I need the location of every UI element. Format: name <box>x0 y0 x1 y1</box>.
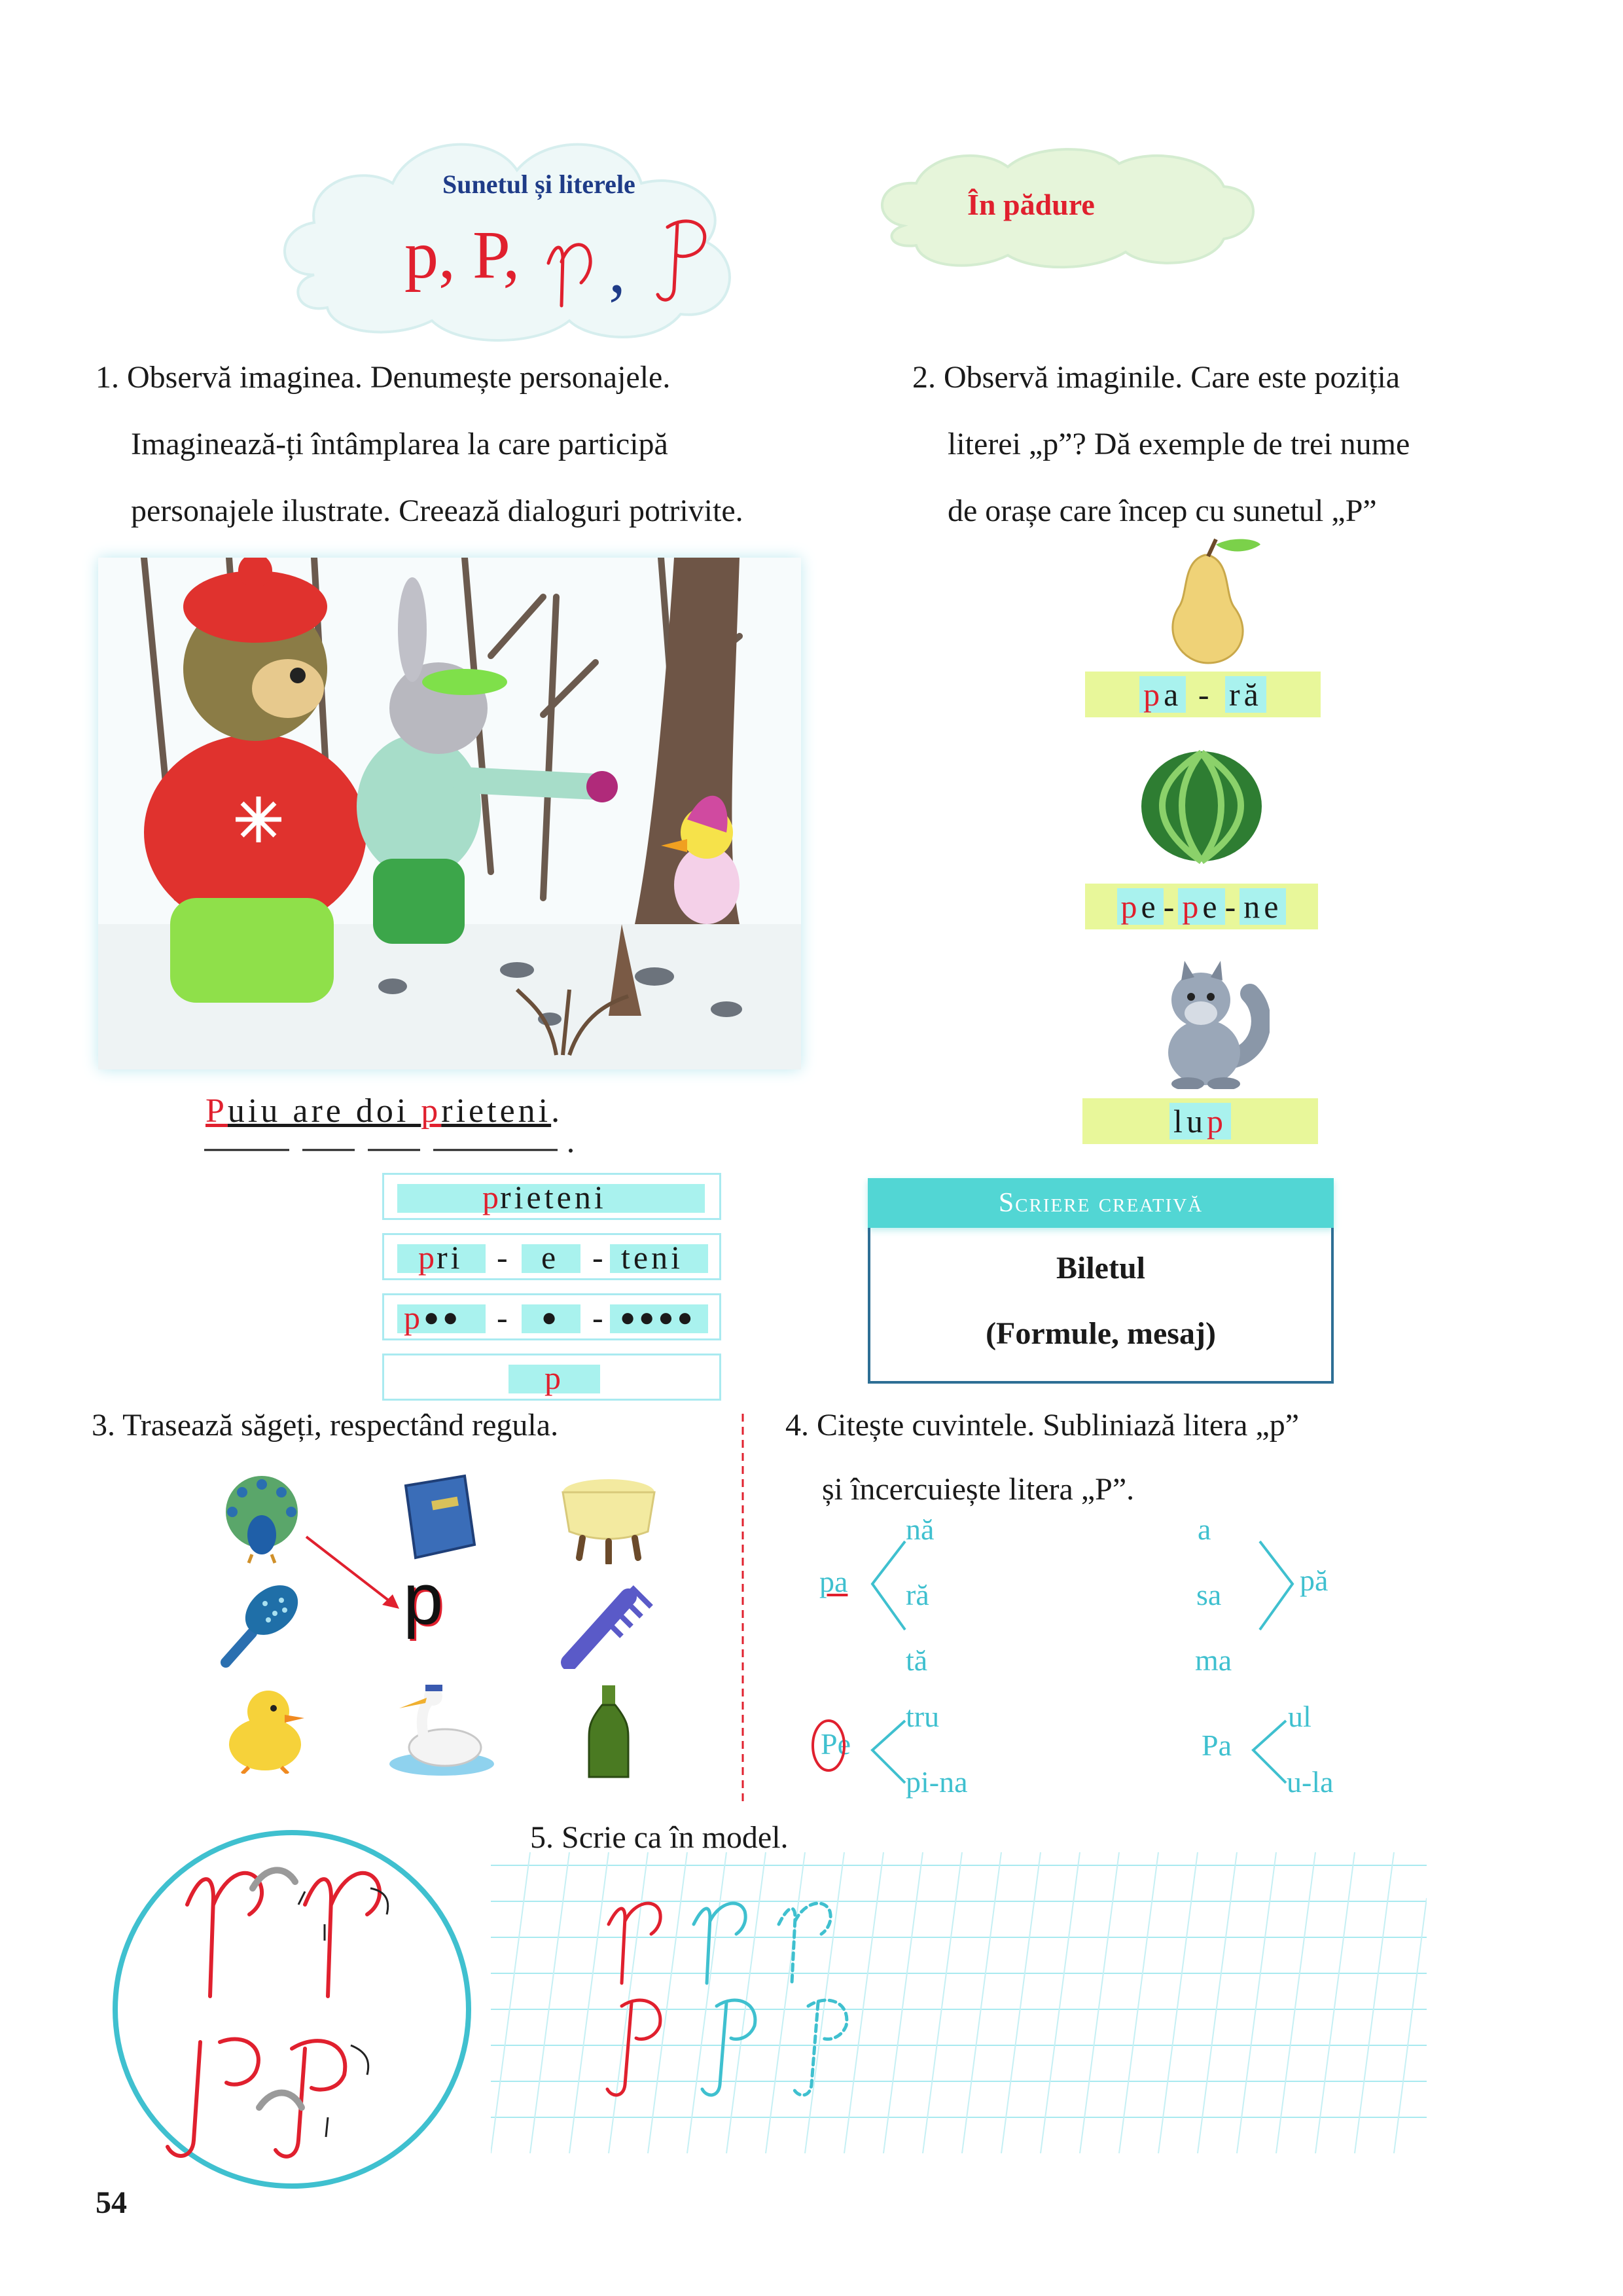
exercise-1-line-2: Imaginează-ți întâmplarea la care participă <box>131 427 668 461</box>
g1-bracket <box>869 1538 908 1636</box>
lup-lu: lu <box>1173 1103 1207 1139</box>
g2-end-1: tru <box>906 1700 940 1733</box>
para-p: p <box>1143 676 1164 713</box>
cursive-p-lower-icon <box>542 230 607 309</box>
g3-end: pă <box>1300 1564 1329 1597</box>
exercise-2-line-2: literei „p”? Dă exemple de trei nume <box>948 427 1410 461</box>
syl-dash-2: - <box>592 1239 607 1276</box>
para-ra: ră <box>1225 676 1266 713</box>
header-letters-comma: , <box>609 232 626 307</box>
para-dash: - <box>1198 676 1213 713</box>
duckling-icon <box>216 1682 314 1774</box>
syl-dash-1: - <box>497 1239 511 1276</box>
watermelon-icon <box>1136 746 1267 864</box>
exercise-4-line-2: și încercuiește litera „P”. <box>822 1472 1135 1507</box>
g2-bracket <box>869 1717 908 1789</box>
exercise-5-title: 5. Scrie ca în model. <box>530 1820 789 1855</box>
exercise-1-line-3: personajele ilustrate. Creează dialoguri potrivite. <box>131 493 743 528</box>
sentence-first-letter: P <box>205 1092 228 1130</box>
word-row-dots <box>382 1293 721 1340</box>
forest-illustration <box>98 558 801 1069</box>
exercise-1-line-1: 1. Observă imaginea. Denumește personajele. <box>96 360 671 395</box>
letter-p: p <box>482 1179 502 1215</box>
g3-start-2: sa <box>1196 1578 1222 1611</box>
pelican-icon <box>386 1682 497 1780</box>
dot-dash-1: - <box>497 1299 511 1336</box>
letter-p-final: p <box>544 1359 564 1396</box>
exercise-2-line-1: 2. Observă imaginile. Care este poziția <box>912 360 1400 395</box>
dot-group-1: ●● <box>423 1302 462 1332</box>
g3-start-3: ma <box>1195 1643 1232 1677</box>
handwriting-model-circle <box>109 1826 475 2193</box>
pepene-dash-2: - <box>1224 888 1240 925</box>
exercise-3-title: 3. Trasează săgeți, respectând regula. <box>92 1408 559 1443</box>
g3-start-1: a <box>1198 1513 1211 1546</box>
pepene-e2: e <box>1202 888 1221 925</box>
g2-circle <box>809 1716 848 1775</box>
sentence-end: rieteni <box>441 1092 552 1130</box>
g1-end-2: ră <box>906 1578 929 1611</box>
comb-icon <box>556 1577 661 1669</box>
header-topic: În pădure <box>967 188 1095 221</box>
dashed-separator <box>741 1414 745 1806</box>
dot-group-3: ●●●● <box>620 1302 696 1332</box>
word-pepene <box>1085 884 1318 929</box>
lup-p: p <box>1206 1103 1227 1139</box>
creative-writing-box <box>868 1178 1334 1384</box>
wolf-icon <box>1139 961 1270 1089</box>
g1-end-3: tă <box>906 1643 928 1677</box>
dot-dash-2: - <box>592 1299 607 1336</box>
dot-group-2: ● <box>541 1302 561 1332</box>
peacock-icon <box>216 1473 308 1564</box>
word-para <box>1085 672 1321 717</box>
word-row-prieteni <box>382 1173 721 1220</box>
syl-teni: teni <box>621 1239 683 1276</box>
sentence-dot: . <box>551 1092 563 1130</box>
pepene-p2: p <box>1182 888 1203 925</box>
sentence-p-letter: p <box>421 1092 442 1130</box>
syl-p: p <box>418 1239 438 1276</box>
syl-e: e <box>541 1239 560 1276</box>
word-rest: rieteni <box>500 1179 607 1215</box>
center-letter-p: p <box>403 1559 444 1640</box>
handwriting-grid <box>491 1852 1427 2153</box>
pepene-e1: e <box>1141 888 1160 925</box>
para-a: a <box>1164 676 1183 713</box>
arrow-peacock-to-p <box>301 1532 406 1617</box>
creative-writing-header-label: Scriere creativă <box>998 1188 1204 1218</box>
g3-bracket <box>1257 1538 1296 1636</box>
creative-writing-subtitle: (Formule, mesaj) <box>986 1316 1216 1351</box>
g2-end-2: pi-na <box>906 1765 968 1799</box>
pepene-ne: ne <box>1240 888 1286 925</box>
exercise-2-text <box>912 344 1567 545</box>
header-subtitle: Sunetul și literele <box>442 170 635 199</box>
g4-end-2: u-la <box>1287 1765 1334 1799</box>
pepene-p1: p <box>1120 888 1141 925</box>
g4-stem: Pa <box>1202 1729 1232 1762</box>
pepene-dash-1: - <box>1163 888 1179 925</box>
g4-end-1: ul <box>1288 1700 1311 1733</box>
word-row-letter <box>382 1354 721 1401</box>
word-lup <box>1082 1098 1318 1144</box>
syl-ri: ri <box>437 1239 463 1276</box>
word-row-syllables <box>382 1233 721 1280</box>
exercise-2-line-3: de orașe care încep cu sunetul „P” <box>948 493 1377 528</box>
g1-end-1: nă <box>906 1513 935 1546</box>
g1-stem: pa <box>819 1565 848 1598</box>
g2-stem: Pe <box>821 1727 851 1761</box>
bottle-icon <box>582 1682 635 1780</box>
sentence-scheme-lines <box>204 1147 636 1153</box>
g4-bracket <box>1250 1717 1289 1789</box>
example-sentence <box>205 1092 563 1130</box>
cursive-p-upper-icon <box>648 211 713 309</box>
exercise-1-text <box>96 344 901 545</box>
table-icon <box>556 1466 661 1564</box>
hairbrush-icon <box>216 1577 308 1669</box>
sentence-middle: uiu are doi <box>227 1092 421 1130</box>
exercise-4-line-1: 4. Citește cuvintele. Subliniază litera „p” <box>785 1408 1300 1443</box>
header-letters-print: p, P, <box>404 217 520 293</box>
creative-writing-title: Biletul <box>1056 1251 1145 1285</box>
page-number: 54 <box>96 2185 127 2220</box>
dot-p: p <box>404 1299 423 1336</box>
pear-icon <box>1143 535 1274 666</box>
forest-scene-icon <box>98 558 801 1069</box>
